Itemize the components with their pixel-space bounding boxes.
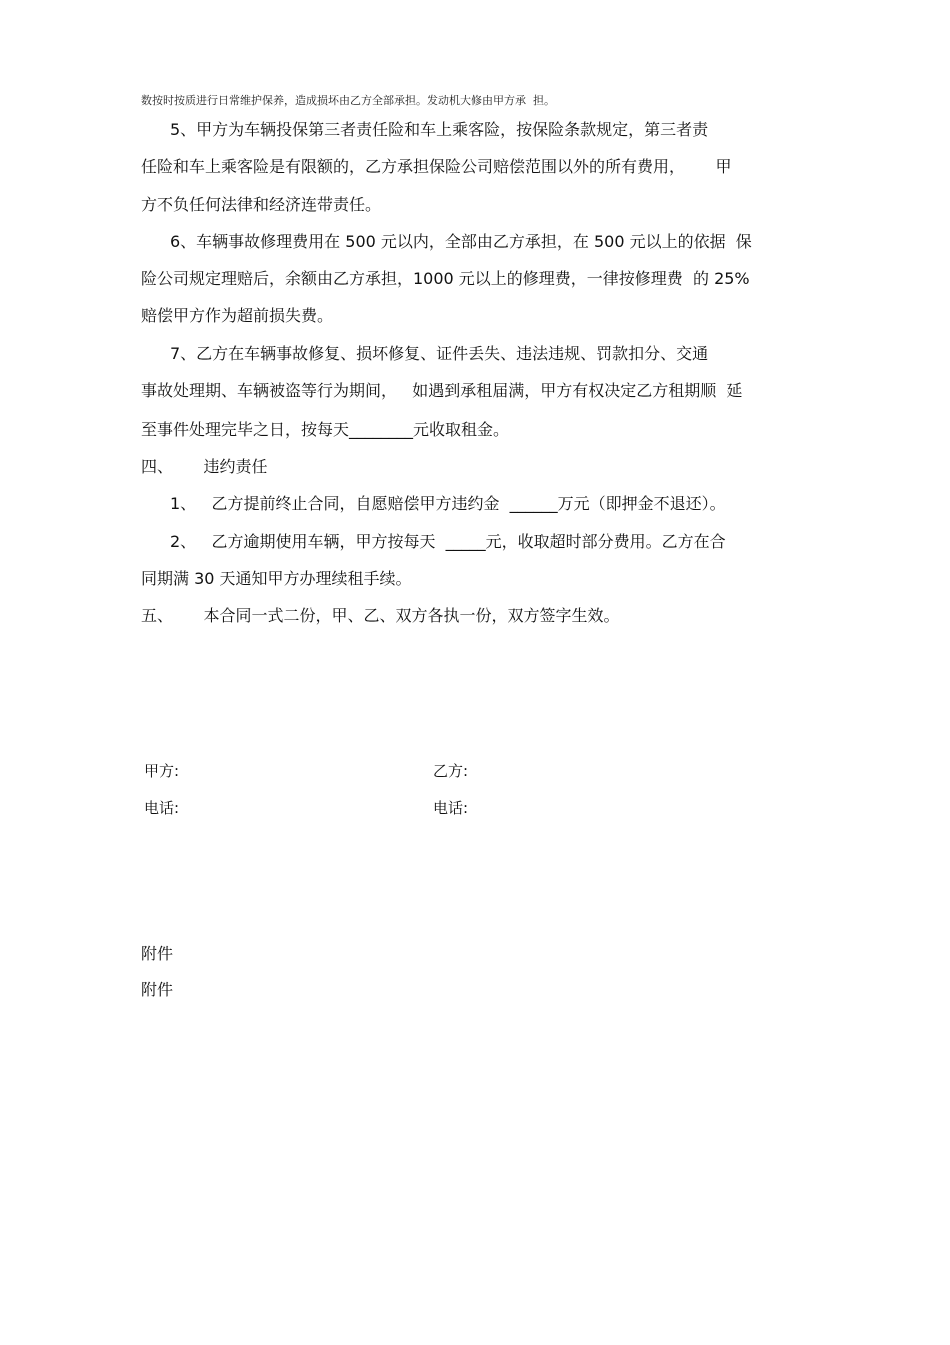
phone-b-label: 电话: bbox=[433, 799, 469, 817]
clause-6-line-2: 险公司规定理赔后，余额由乙方承担，1000 元以上的修理费，一律按修理费 的 25% bbox=[141, 269, 750, 288]
section-4-item-1: 1、 乙方提前终止合同，自愿赔偿甲方违约金 ______万元（即押金不退还）。 bbox=[170, 494, 726, 513]
party-a-label: 甲方: bbox=[144, 762, 180, 780]
clause-5-line-1: 5、甲方为车辆投保第三者责任险和车上乘客险，按保险条款规定，第三者责 bbox=[170, 120, 709, 139]
attachment-2: 附件 bbox=[141, 980, 174, 999]
clause-5-line-3: 方不负任何法律和经济连带责任。 bbox=[141, 195, 382, 214]
section-4-heading: 四、 违约责任 bbox=[141, 457, 268, 476]
phone-a-label: 电话: bbox=[144, 799, 180, 817]
section-5: 五、 本合同一式二份，甲、乙、双方各执一份，双方签字生效。 bbox=[141, 606, 620, 625]
clause-7-line-3: 至事件处理完毕之日，按每天________元收取租金。 bbox=[141, 420, 510, 439]
section-4-item-2-line-2: 同期满 30 天通知甲方办理续租手续。 bbox=[141, 569, 412, 588]
attachment-1: 附件 bbox=[141, 944, 174, 963]
party-b-label: 乙方: bbox=[433, 762, 469, 780]
clause-5-line-2: 任险和车上乘客险是有限额的，乙方承担保险公司赔偿范围以外的所有费用， 甲 bbox=[141, 157, 732, 176]
clause-7-line-1: 7、乙方在车辆事故修复、损坏修复、证件丢失、违法违规、罚款扣分、交通 bbox=[170, 344, 709, 363]
clause-6-line-3: 赔偿甲方作为超前损失费。 bbox=[141, 306, 334, 325]
section-4-item-2-line-1: 2、 乙方逾期使用车辆，甲方按每天 _____元，收取超时部分费用。乙方在合 bbox=[170, 532, 726, 551]
clause-6-line-1: 6、车辆事故修理费用在 500 元以内，全部由乙方承担，在 500 元以上的依据 保 bbox=[170, 232, 752, 251]
top-note: 数按时按质进行日常维护保养，造成损坏由乙方全部承担。发动机大修由甲方承 担。 bbox=[141, 94, 555, 107]
clause-7-line-2: 事故处理期、车辆被盗等行为期间， 如遇到承租届满，甲方有权决定乙方租期顺 延 bbox=[141, 381, 743, 400]
